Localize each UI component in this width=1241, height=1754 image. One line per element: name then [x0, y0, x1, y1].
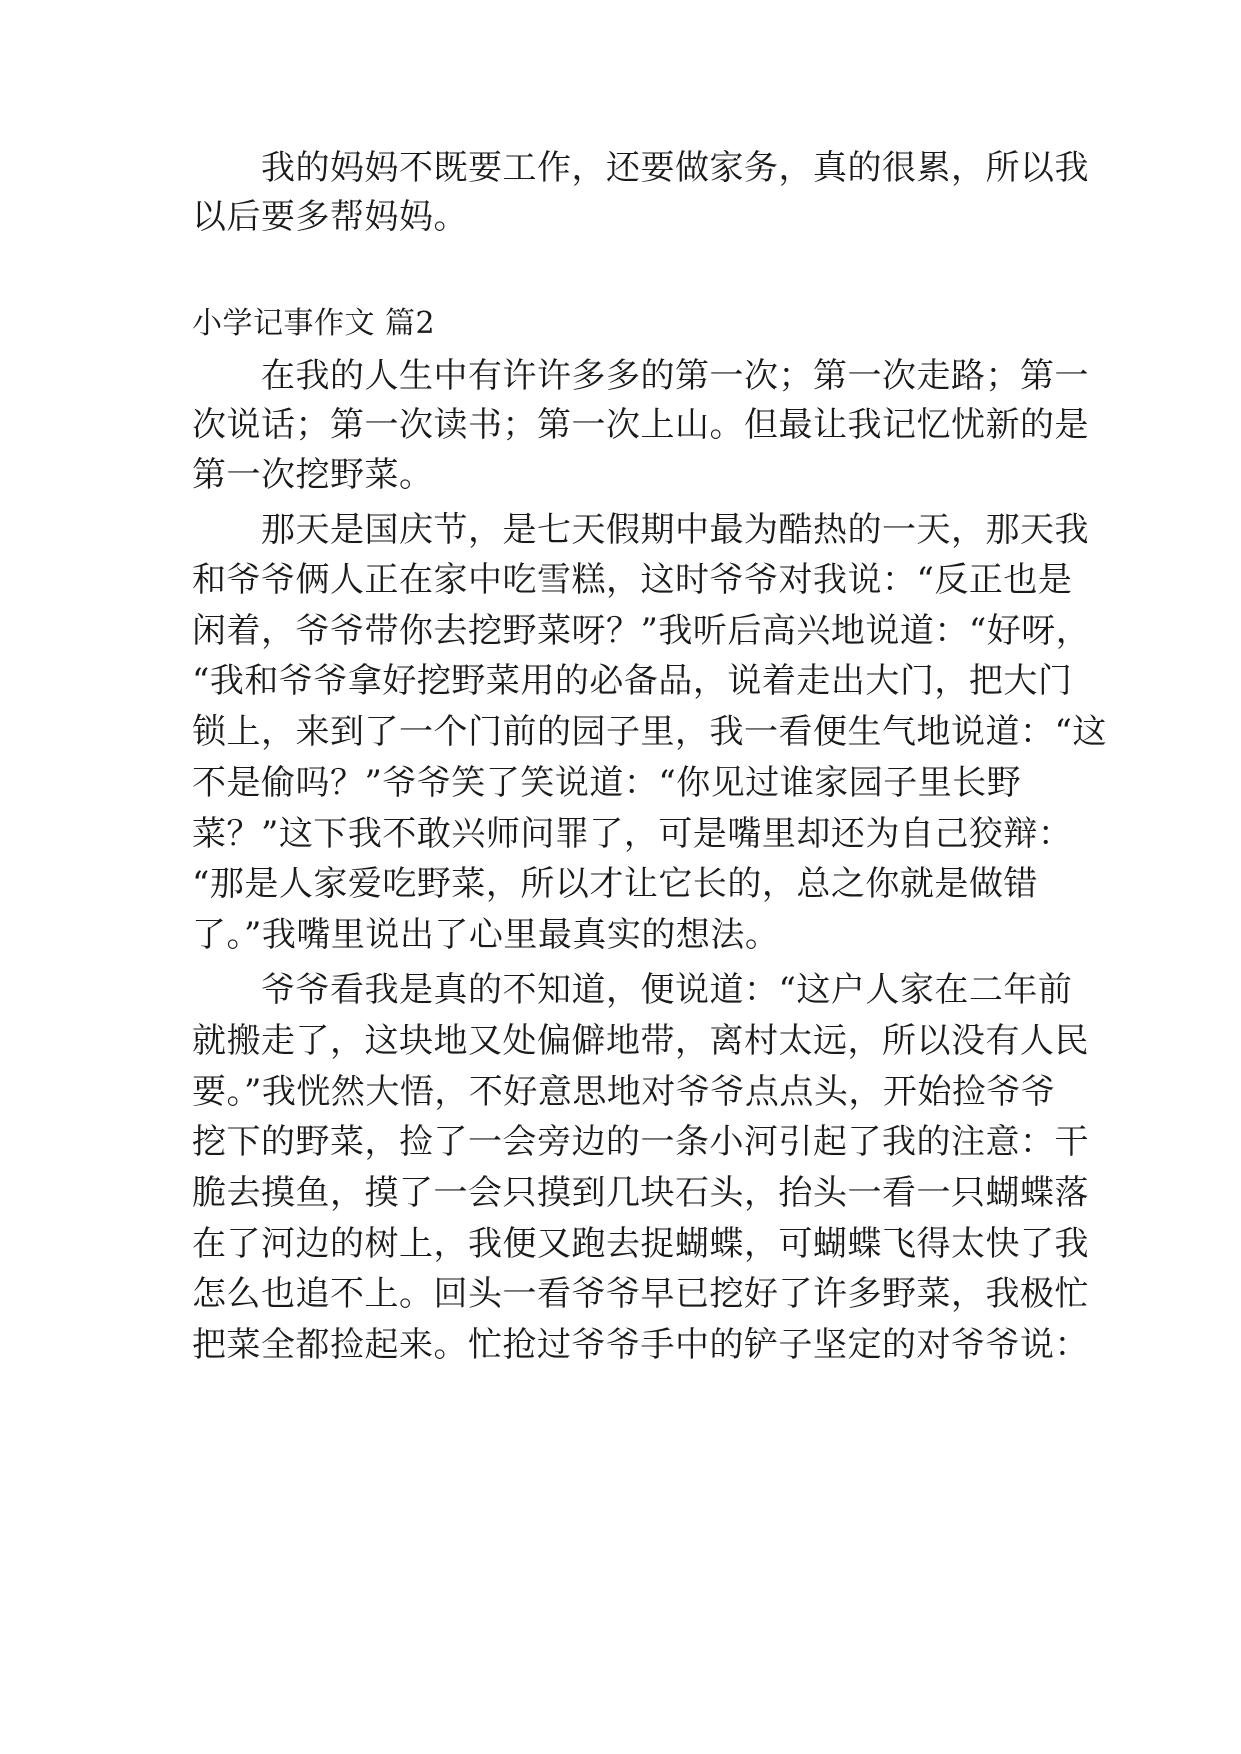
paragraph-line: 就搬走了，这块地又处偏僻地带，离村太远，所以没有人民 — [192, 1021, 1089, 1061]
paragraph-line: 怎么也追不上。回头一看爷爷早已挖好了许多野菜，我极忙 — [192, 1274, 1089, 1314]
paragraph-line: 了。”我嘴里说出了心里最真实的想法。 — [192, 915, 780, 955]
paragraph-line: 我的妈妈不既要工作，还要做家务，真的很累，所以我 — [192, 148, 1089, 188]
paragraph-line: 锁上，来到了一个门前的园子里，我一看便生气地说道：“这 — [192, 712, 1107, 752]
paragraph-line: 菜？”这下我不敢兴师问罪了，可是嘴里却还为自己狡辩： — [192, 814, 1073, 854]
paragraph-line: 闲着，爷爷带你去挖野菜呀？”我听后高兴地说道：“好呀， — [192, 611, 1091, 651]
paragraph-line: 把菜全都捡起来。忙抢过爷爷手中的铲子坚定的对爷爷说： — [192, 1325, 1089, 1365]
paragraph-line: “我和爷爷拿好挖野菜用的必备品，说着走出大门，把大门 — [192, 661, 1073, 701]
paragraph-line: 要。”我恍然大悟，不好意思地对爷爷点点头，开始捡爷爷 — [192, 1072, 1056, 1112]
paragraph-line: 第一次挖野菜。 — [192, 455, 434, 495]
paragraph-line: 那天是国庆节，是七天假期中最为酷热的一天，那天我 — [192, 510, 1089, 550]
paragraph-line: 挖下的野菜，捡了一会旁边的一条小河引起了我的注意：干 — [192, 1122, 1089, 1162]
paragraph-line: 在我的人生中有许许多多的第一次；第一次走路；第一 — [192, 356, 1089, 396]
paragraph-line: 脆去摸鱼，摸了一会只摸到几块石头，抬头一看一只蝴蝶落 — [192, 1173, 1089, 1213]
paragraph-line: 不是偷吗？”爷爷笑了笑说道：“你见过谁家园子里长野 — [192, 763, 1022, 803]
paragraph-line: 和爷爷俩人正在家中吃雪糕，这时爷爷对我说：“反正也是 — [192, 560, 1073, 600]
paragraph-line: “那是人家爱吃野菜，所以才让它长的，总之你就是做错 — [192, 864, 1038, 904]
paragraph-line: 在了河边的树上，我便又跑去捉蝴蝶，可蝴蝶飞得太快了我 — [192, 1224, 1089, 1264]
paragraph-line: 次说话；第一次读书；第一次上山。但最让我记忆忧新的是 — [192, 405, 1089, 445]
paragraph-line: 以后要多帮妈妈。 — [192, 197, 468, 237]
section-heading: 小学记事作文 篇2 — [192, 306, 436, 341]
paragraph-line: 爷爷看我是真的不知道，便说道：“这户人家在二年前 — [192, 970, 1073, 1010]
